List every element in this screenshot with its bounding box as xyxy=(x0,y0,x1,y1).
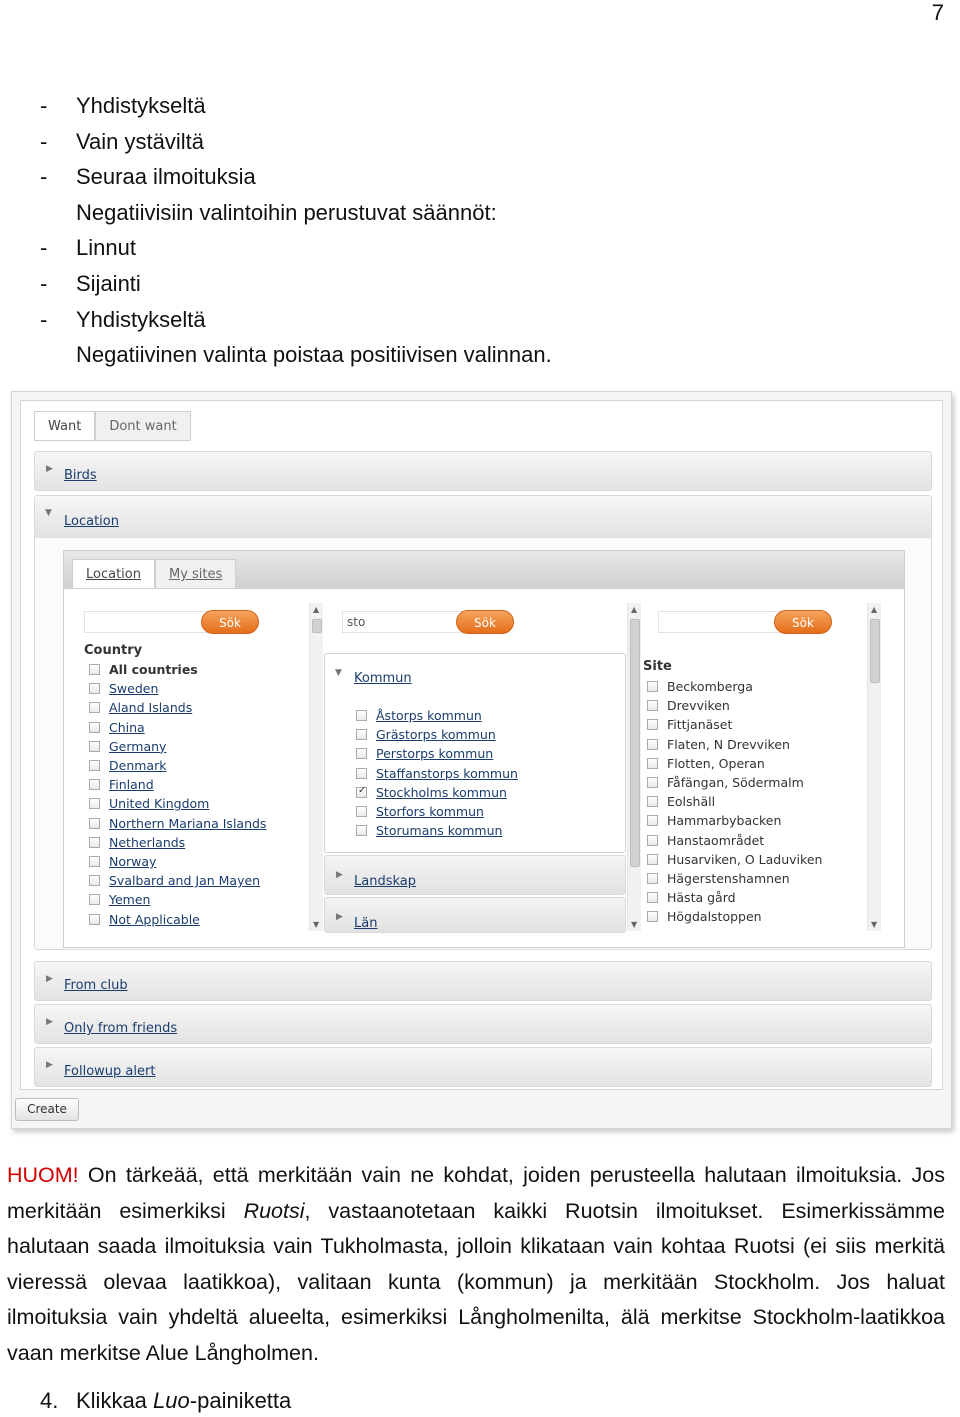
tab-location[interactable]: Location xyxy=(72,559,155,589)
item-label[interactable]: Hägerstenshamnen xyxy=(667,870,790,886)
kommun-heading[interactable]: Kommun xyxy=(354,671,412,686)
list-item[interactable] xyxy=(647,735,822,754)
section-only-from-friends[interactable] xyxy=(34,1004,932,1044)
checkbox[interactable] xyxy=(89,875,100,886)
bullet-text: Seuraa ilmoituksia xyxy=(76,164,256,190)
checkbox[interactable] xyxy=(89,683,100,694)
item-label[interactable]: Flotten, Operan xyxy=(667,755,765,771)
checkbox[interactable] xyxy=(89,664,100,675)
bullet-dash xyxy=(40,337,76,373)
bullet-dash: - xyxy=(40,164,48,190)
list-item[interactable] xyxy=(647,696,822,715)
checkbox[interactable] xyxy=(89,779,100,790)
list-item xyxy=(40,266,552,302)
chevron-down-icon: ▼ xyxy=(45,508,52,518)
list-item xyxy=(40,230,552,266)
scroll-down-icon[interactable]: ▼ xyxy=(871,920,878,929)
step-4 xyxy=(40,1383,291,1417)
item-label[interactable]: Germany xyxy=(109,738,167,754)
list-item[interactable] xyxy=(89,756,266,775)
site-search-button[interactable]: Sök xyxy=(774,610,832,634)
step-text xyxy=(76,1383,291,1417)
location-header[interactable] xyxy=(35,496,931,538)
bullet-text: Vain ystäviltä xyxy=(76,128,204,154)
item-label[interactable]: Husarviken, O Laduviken xyxy=(667,851,823,867)
paragraph-part-2: , vastaanotetaan kaikki Ruotsin ilmoitukset. Esimerkissämme halutaan saada ilmoituksia vain Tukholmasta, jolloin klikataan vain kohtaa Ruotsi (ei siis merkitä vieressä olevaa laatikkoa), valitaan kunta (kommun) ja merkitään Stockholm. Jos haluat ilmoituksia vain yhdeltä alueelta, esimerkiksi Långholmenilta, älä merkitse Stockholm-laatikkoa vaan merkitse Alue Långholmen. xyxy=(7,1198,945,1365)
section-birds-label[interactable]: Birds xyxy=(64,468,97,483)
list-item[interactable] xyxy=(89,737,266,756)
item-label[interactable]: Storfors kommun xyxy=(376,804,484,820)
section-from-club[interactable] xyxy=(34,961,932,1001)
chevron-right-icon: ▶ xyxy=(46,464,53,474)
step-pre: Klikkaa xyxy=(76,1388,154,1413)
scroll-down-icon[interactable]: ▼ xyxy=(313,920,320,929)
alert-rules-form xyxy=(20,400,943,1090)
list-item[interactable] xyxy=(356,783,518,802)
kommun-search-input[interactable]: sto xyxy=(342,611,492,633)
item-label[interactable]: Fåfängan, Södermalm xyxy=(667,775,804,791)
checkbox[interactable] xyxy=(356,825,367,836)
item-label[interactable]: Hammarbybacken xyxy=(667,813,782,829)
item-label[interactable]: Eolshäll xyxy=(667,794,716,810)
checkbox[interactable] xyxy=(356,768,367,779)
checkbox[interactable] xyxy=(647,700,658,711)
item-label[interactable]: Hanstaområdet xyxy=(667,832,765,848)
list-item[interactable] xyxy=(89,871,266,890)
list-item[interactable] xyxy=(89,679,266,698)
list-item[interactable] xyxy=(647,907,822,926)
kommun-list xyxy=(356,706,518,840)
checkbox[interactable] xyxy=(647,777,658,788)
checkbox[interactable] xyxy=(647,719,658,730)
country-heading: Country xyxy=(84,643,143,658)
list-item[interactable] xyxy=(356,744,518,763)
checkbox[interactable] xyxy=(647,854,658,865)
checkbox[interactable] xyxy=(89,837,100,848)
list-item[interactable] xyxy=(89,833,266,852)
scroll-up-icon[interactable]: ▲ xyxy=(313,605,320,614)
list-item[interactable] xyxy=(89,775,266,794)
location-tabs xyxy=(72,559,236,589)
item-label[interactable]: China xyxy=(109,719,145,735)
site-heading: Site xyxy=(643,659,672,674)
scroll-down-icon[interactable]: ▼ xyxy=(631,920,638,929)
list-item[interactable] xyxy=(89,909,266,928)
only-from-friends-label[interactable]: Only from friends xyxy=(64,1021,178,1036)
bullet-text: Sijainti xyxy=(76,270,141,296)
bullet-dash xyxy=(40,195,76,231)
bullet-text: Negatiivinen valinta poistaa positiivisen valinnan. xyxy=(76,342,552,368)
list-item[interactable] xyxy=(647,677,822,696)
step-italic: Luo xyxy=(153,1388,190,1413)
paragraph-part-1: On tärkeää, että merkitään vain ne kohdat, joiden perusteella halutaan ilmoituksia. Jos merkitään esimerkiksi xyxy=(7,1163,945,1223)
list-item xyxy=(40,159,552,195)
item-label[interactable]: Staffanstorps kommun xyxy=(376,765,518,781)
checkbox[interactable] xyxy=(356,787,367,798)
checkbox[interactable] xyxy=(647,815,658,826)
bullet-text: Linnut xyxy=(76,235,136,261)
chevron-right-icon: ▶ xyxy=(46,974,53,984)
item-label[interactable]: Beckomberga xyxy=(667,679,753,695)
item-label[interactable]: Stockholms kommun xyxy=(376,784,507,800)
list-item[interactable] xyxy=(356,821,518,840)
checkbox[interactable] xyxy=(89,856,100,867)
item-label[interactable]: Svalbard and Jan Mayen xyxy=(109,873,261,889)
bullet-dash: - xyxy=(40,235,48,261)
country-search-button[interactable]: Sök xyxy=(201,610,259,634)
paragraph-ruotsi: Ruotsi xyxy=(243,1198,305,1223)
bullet-dash: - xyxy=(40,270,48,296)
site-column xyxy=(641,603,881,933)
item-label[interactable]: All countries xyxy=(109,662,198,678)
item-label[interactable]: Sweden xyxy=(109,681,159,697)
list-item[interactable] xyxy=(89,718,266,737)
list-item[interactable] xyxy=(356,725,518,744)
checkbox[interactable] xyxy=(89,818,100,829)
site-list xyxy=(647,677,822,926)
landskap-label[interactable]: Landskap xyxy=(354,874,416,889)
site-scrollbar[interactable] xyxy=(867,603,881,931)
tab-my-sites[interactable]: My sites xyxy=(155,559,236,589)
country-list xyxy=(89,660,266,929)
item-label[interactable]: Denmark xyxy=(109,758,167,774)
list-item[interactable] xyxy=(647,773,822,792)
checkbox[interactable] xyxy=(89,722,100,733)
section-location-label[interactable]: Location xyxy=(64,514,119,529)
checkbox[interactable] xyxy=(647,681,658,692)
list-item[interactable] xyxy=(647,869,822,888)
list-item xyxy=(40,302,552,338)
checkbox[interactable] xyxy=(647,796,658,807)
list-item[interactable] xyxy=(647,715,822,734)
checkbox[interactable] xyxy=(356,748,367,759)
item-label[interactable]: Yemen xyxy=(109,892,151,908)
bullet-dash: - xyxy=(40,93,48,118)
list-item xyxy=(40,195,552,231)
list-item[interactable] xyxy=(89,698,266,717)
list-item[interactable] xyxy=(356,706,518,725)
checkbox[interactable] xyxy=(89,760,100,771)
list-item[interactable] xyxy=(647,754,822,773)
from-club-label[interactable]: From club xyxy=(64,978,128,993)
section-landskap[interactable] xyxy=(324,855,626,895)
item-label[interactable]: Flaten, N Drevviken xyxy=(667,736,790,752)
checkbox[interactable] xyxy=(89,914,100,925)
item-label[interactable]: Grästorps kommun xyxy=(376,727,496,743)
country-column xyxy=(64,603,324,933)
want-tabs xyxy=(34,411,191,441)
tab-want[interactable]: Want xyxy=(34,411,95,441)
list-item xyxy=(40,88,552,124)
scroll-thumb[interactable] xyxy=(630,619,640,867)
chevron-right-icon: ▶ xyxy=(336,912,343,922)
list-item[interactable] xyxy=(647,831,822,850)
scroll-thumb[interactable] xyxy=(870,619,880,683)
tab-dont-want[interactable]: Dont want xyxy=(95,411,190,441)
checkbox[interactable] xyxy=(89,798,100,809)
checkbox[interactable] xyxy=(647,835,658,846)
create-button[interactable]: Create xyxy=(15,1098,79,1121)
checkbox[interactable] xyxy=(647,892,658,903)
item-label[interactable]: Finland xyxy=(109,777,154,793)
section-lan[interactable] xyxy=(324,897,626,933)
checkbox[interactable] xyxy=(647,739,658,750)
scroll-up-icon[interactable]: ▲ xyxy=(871,605,878,614)
list-item[interactable] xyxy=(356,802,518,821)
list-item[interactable] xyxy=(647,888,822,907)
item-label[interactable]: Northern Mariana Islands xyxy=(109,815,267,831)
kommun-box xyxy=(324,653,626,853)
checkbox[interactable] xyxy=(89,894,100,905)
item-label[interactable]: Drevviken xyxy=(667,698,730,714)
bullet-text: Yhdistykseltä xyxy=(76,306,206,332)
item-label[interactable]: Netherlands xyxy=(109,834,186,850)
step-post: -painiketta xyxy=(189,1388,292,1413)
list-item xyxy=(40,124,552,160)
kommun-column xyxy=(309,603,639,933)
bullet-dash: - xyxy=(40,128,48,154)
checkbox[interactable] xyxy=(356,710,367,721)
section-followup-alert[interactable] xyxy=(34,1047,932,1087)
list-item[interactable] xyxy=(89,890,266,909)
bullet-text: Yhdistykseltä xyxy=(76,93,206,118)
checkbox[interactable] xyxy=(647,758,658,769)
note-paragraph xyxy=(7,1158,945,1372)
list-item xyxy=(40,337,552,373)
chevron-right-icon: ▶ xyxy=(46,1060,53,1070)
scroll-up-icon[interactable]: ▲ xyxy=(631,605,638,614)
list-item[interactable] xyxy=(647,850,822,869)
chevron-right-icon: ▶ xyxy=(46,1017,53,1027)
checkbox[interactable] xyxy=(647,873,658,884)
item-label[interactable]: Not Applicable xyxy=(109,911,200,927)
followup-alert-label[interactable]: Followup alert xyxy=(64,1064,156,1079)
section-location xyxy=(34,495,932,950)
item-label[interactable]: Hästa gård xyxy=(667,890,736,906)
item-label[interactable]: Högdalstoppen xyxy=(667,909,762,925)
checkbox[interactable] xyxy=(356,729,367,740)
chevron-right-icon: ▶ xyxy=(336,870,343,880)
checkbox[interactable] xyxy=(647,911,658,922)
item-label[interactable]: Perstorps kommun xyxy=(376,746,494,762)
list-item[interactable] xyxy=(89,814,266,833)
huom-label: HUOM! xyxy=(7,1163,79,1187)
list-item[interactable] xyxy=(89,660,266,679)
location-tabbar xyxy=(64,551,904,589)
bullet-text: Negatiivisiin valintoihin perustuvat säännöt: xyxy=(76,199,497,225)
location-subpanel xyxy=(63,550,905,948)
checkbox[interactable] xyxy=(89,741,100,752)
chevron-down-icon: ▼ xyxy=(335,668,342,678)
page-number: 7 xyxy=(931,0,944,25)
item-label[interactable]: Aland Islands xyxy=(109,700,193,716)
list-item[interactable] xyxy=(89,852,266,871)
list-item[interactable] xyxy=(647,792,822,811)
checkbox[interactable] xyxy=(89,702,100,713)
list-item[interactable] xyxy=(356,764,518,783)
item-label[interactable]: United Kingdom xyxy=(109,796,210,812)
item-label[interactable]: Storumans kommun xyxy=(376,823,503,839)
checkbox[interactable] xyxy=(356,806,367,817)
bullet-list xyxy=(40,88,552,373)
item-label[interactable]: Norway xyxy=(109,853,157,869)
list-item[interactable] xyxy=(89,794,266,813)
list-item[interactable] xyxy=(647,811,822,830)
step-number: 4. xyxy=(40,1388,59,1413)
item-label[interactable]: Fittjanäset xyxy=(667,717,733,733)
kommun-scrollbar[interactable] xyxy=(627,603,641,931)
item-label[interactable]: Åstorps kommun xyxy=(376,708,482,724)
bullet-dash: - xyxy=(40,306,48,332)
ui-screenshot xyxy=(11,391,952,1129)
section-birds[interactable] xyxy=(34,451,932,491)
lan-label[interactable]: Län xyxy=(354,916,378,931)
kommun-search-button[interactable]: Sök xyxy=(456,610,514,634)
